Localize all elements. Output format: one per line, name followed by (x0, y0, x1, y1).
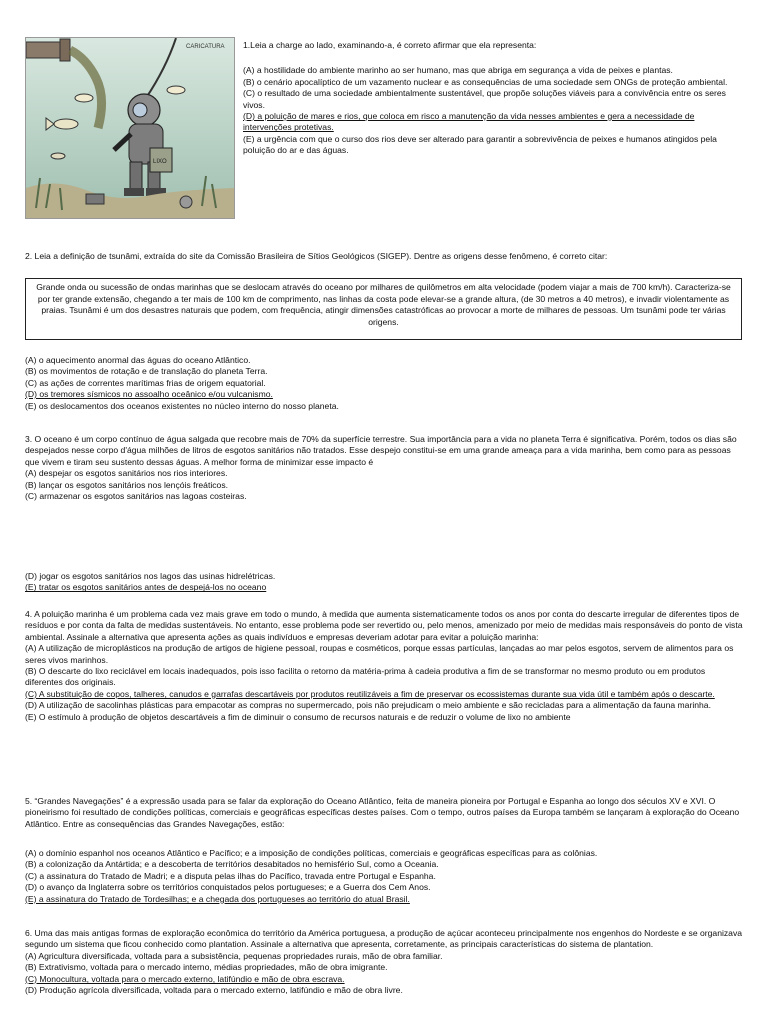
question-1-stem: 1.Leia a charge ao lado, examinando-a, é correto afirmar que ela representa: (243, 40, 537, 50)
question-3-option-b: (B) lançar os esgotos sanitários nos lençóis freáticos. (25, 479, 229, 490)
question-6-option-b: (B) Extrativismo, voltada para o mercado interno, médias propriedades, mão de obra imigrante. (25, 962, 388, 973)
question-1-option-d-answer: (D) a poluição de mares e rios, que coloca em risco a manutenção da vida nesses ambientes e gera a necessidade de intervenções protetivas. (243, 111, 695, 133)
question-3-option-d: (D) jogar os esgotos sanitários nos lagos das usinas hidrelétricas. (25, 571, 276, 581)
question-5-option-d: (D) o avanço da Inglaterra sobre os territórios conquistados pelos portugueses; e a Guerra dos Cem Anos. (25, 882, 431, 893)
question-1 (243, 40, 743, 157)
question-2-option-e: (E) os deslocamentos dos oceanos existentes no núcleo interno do nosso planeta. (25, 400, 339, 411)
cartoon-signature: CARICATURA (186, 44, 225, 50)
question-5-option-a: (A) o domínio espanhol nos oceanos Atlântico e Pacífico; e a imposição de condições políticas, comerciais e geográficas específicas para as colônias. (25, 848, 598, 858)
question-3 (25, 434, 745, 502)
question-3-option-c: (C) armazenar os esgotos sanitários nas lagoas costeiras. (25, 491, 247, 502)
question-4-option-e: (E) O estímulo à produção de objetos descartáveis a fim de diminuir o consumo de recursos naturais e de reduzir o volume de lixo no ambiente (25, 711, 571, 722)
question-4-stem: 4. A poluição marinha é um problema cada vez mais grave em todo o mundo, à medida que aumenta sistematicamente todos os anos por conta do descarte irregular de diferentes tipos de resíduos e por conta da falta de medidas sustentáveis. No entanto, esse problema pode ser revertido ou, pelo menos, amenizado por meio de medidas mais responsáveis do ponto de vista ambiental. Assinale a alternativa que apresenta ações as quais indivíduos e empresas deveriam adotar para evitar a poluição marinha: (25, 609, 743, 642)
question-6-option-a: (A) Agricultura diversificada, voltada para a subsistência, pequenas propriedades rurais, mão de obra familiar. (25, 950, 443, 961)
question-2-option-a: (A) o aquecimento anormal das águas do oceano Atlântico. (25, 355, 251, 365)
question-2-stem: 2. Leia a definição de tsunâmi, extraída do site da Comissão Brasileira de Sítios Geológicos (SIGEP). Dentre as origens desse fenômeno, é correto citar: (25, 251, 608, 261)
question-5-option-c: (C) a assinatura do Tratado de Madri; e a disputa pelas ilhas do Pacífico, travada entre Portugal e Espanha. (25, 870, 436, 881)
question-1-option-a: (A) a hostilidade do ambiente marinho ao ser humano, mas que abriga em segurança a vida de peixes e plantas. (243, 65, 673, 76)
question-1-option-c: (C) o resultado de uma sociedade ambientalmente sustentável, que propõe soluções viáveis para a convivência entre os seres vivos. (243, 88, 726, 110)
question-5-option-b: (B) a colonização da Antártida; e a descoberta de territórios desabitados no hemisfério Sul, como a Oceania. (25, 859, 439, 870)
question-4-option-b: (B) O descarte do lixo reciclável em locais inadequados, pois isso facilita o retorno da matéria-prima à cadeia produtiva a fim de se transformar no mesmo produto ou em produtos diferentes dos originais. (25, 666, 706, 688)
question-6 (25, 928, 745, 996)
question-5-option-e-answer: (E) a assinatura do Tratado de Tordesilhas; e a chegada dos portugueses ao território do atual Brasil. (25, 893, 410, 904)
question-3-continued (25, 571, 745, 594)
question-4-option-c-answer: (C) A substituição de copos, talheres, canudos e garrafas descartáveis por produtos reutilizáveis a fim de preservar os ecossistemas durante sua vida útil e também após o descarte. (25, 688, 715, 699)
question-3-stem: 3. O oceano é um corpo contínuo de água salgada que recobre mais de 70% da superfície terrestre. Sua importância para a vida no planeta Terra é significativa. Porém, todos os dias são despejados nesse corpo d'água milhões de litros de esgotos sanitários não tratados. Esse despejo constitui-se em uma grande ameaça para a vida marinha, bem como para as pessoas que vivem e tiram seu sustento dessas águas. A melhor forma de minimizar esse impacto é (25, 434, 737, 467)
question-3-option-a: (A) despejar os esgotos sanitários nos rios interiores. (25, 468, 228, 479)
question-4-option-d: (D) A utilização de sacolinhas plásticas para empacotar as compras no supermercado, pois não prejudicam o meio ambiente e são recicladas para a alimentação da fauna marinha. (25, 700, 711, 711)
question-2-option-c: (C) as ações de correntes marítimas frias de origem equatorial. (25, 377, 266, 388)
tsunami-definition-box: Grande onda ou sucessão de ondas marinhas que se deslocam através do oceano por milhares de quilômetros em alta velocidade (podem viajar a mais de 700 km/h). Caracteriza-se por ter grande extensão, chegando a ter mais de 100 km de comprimento, nas linhas da costa pode elevar-se a grande altura, (de 30 metros a 40 metros), e invadir violentamente as praias. Tsunâmi é um dos desastres naturais que podem, com frequência, atingir dimensões catastróficas ao provocar a morte de milhares de pessoas. Um tsunâmi pode ter várias origens. (25, 278, 742, 340)
question-5-stem: 5. “Grandes Navegações” é a expressão usada para se falar da exploração do Oceano Atlântico, feita de maneira pioneira por Portugal e Espanha ao longo dos séculos XV e XVI. O pioneirismo foi resultado de condições políticas, comerciais e geográficas específicas destes países. Com o tempo, outros países da Europa também se lançaram à exploração do Oceano Atlântico. Entre as consequências das Grandes Navegações, estão: (25, 796, 740, 829)
question-4 (25, 609, 745, 723)
question-6-stem: 6. Uma das mais antigas formas de exploração econômica do território da América portuguesa, a produção de açúcar aconteceu principalmente nos engenhos do Nordeste e se organizava segundo um sistema que ficou conhecido como plantation. Assinale a alternativa que apresenta, corretamente, as principais características do sistema de plantation. (25, 928, 743, 950)
question-2-options (25, 355, 745, 412)
question-1-option-e: (E) a urgência com que o curso dos rios deve ser alterado para garantir a sobrevivência de peixes e humanos atingidos pela poluição do ar e das águas. (243, 133, 717, 156)
question-5-options (25, 848, 745, 905)
question-2-option-d-answer: (D) os tremores sísmicos no assoalho oceânico e/ou vulcanismo. (25, 389, 273, 400)
question-1-option-b: (B) o cenário apocalíptico de um vazamento nuclear e as consequências de uma sociedade sem ONGs de proteção ambiental. (243, 76, 728, 87)
question-2-option-b: (B) os movimentos de rotação e de translação do planeta Terra. (25, 366, 268, 377)
cartoon-bag-label: LIXO (153, 159, 167, 165)
question-3-option-e-answer: (E) tratar os esgotos sanitários antes de despejá-los no oceano (25, 582, 267, 593)
question-6-option-c-answer: (C) Monocultura, voltada para o mercado externo, latifúndio e mão de obra escrava. (25, 973, 345, 984)
cartoon-image (25, 37, 235, 219)
question-4-option-a: (A) A utilização de microplásticos na produção de artigos de higiene pessoal, roupas e cosméticos, porque essas partículas, lançadas ao mar pelos esgotos, servem de alimentos para os seres vivos marinhos. (25, 643, 734, 665)
question-6-option-d: (D) Produção agrícola diversificada, voltada para o mercado externo, latifúndio e mão de obra livre. (25, 985, 403, 996)
